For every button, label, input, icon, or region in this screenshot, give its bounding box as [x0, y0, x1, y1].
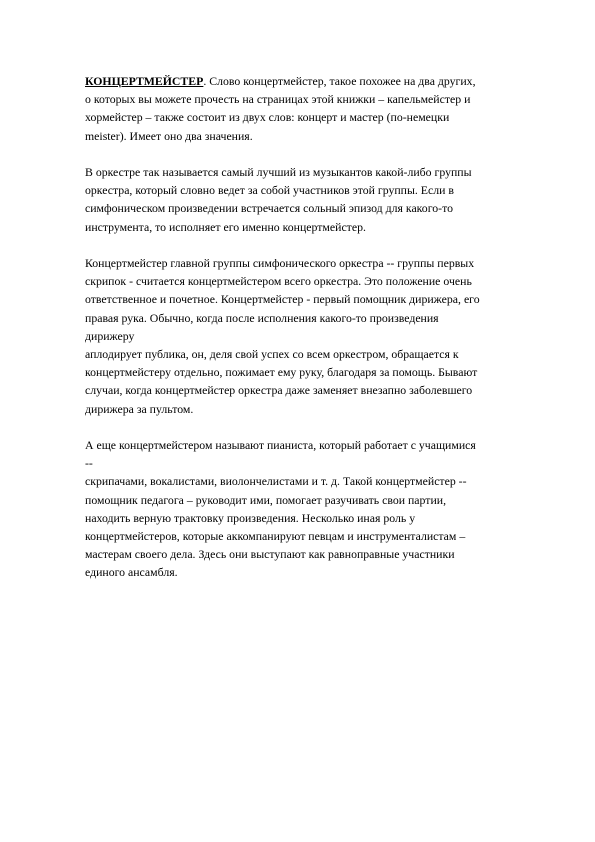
- paragraph-line: о которых вы можете прочесть на страницах этой книжки – капельмейстер и: [85, 92, 471, 107]
- paragraph-2: [85, 163, 555, 236]
- paragraph-line: находить верную трактовку произведения. Несколько иная роль у: [85, 510, 416, 525]
- paragraph-line: концертмейстеру отдельно, пожимает ему руку, благодаря за помощь. Бывают: [85, 365, 478, 380]
- paragraph-line: . Слово концертмейстер, такое похожее на два других,: [203, 74, 476, 88]
- paragraph-line: дирижера за пультом.: [85, 401, 194, 416]
- heading-term: КОНЦЕРТМЕЙСТЕР: [85, 74, 204, 88]
- paragraph-line: meister). Имеет оно два значения.: [85, 128, 253, 143]
- paragraph-line: скрипок - считается концертмейстером всего оркестра. Это положение очень: [85, 274, 472, 289]
- paragraph-line: дирижеру: [85, 328, 135, 343]
- paragraph-4: [85, 436, 555, 582]
- paragraph-line: мастерам своего дела. Здесь они выступают как равноправные участники: [85, 547, 455, 562]
- paragraph-3: [85, 254, 555, 418]
- document-body: [85, 72, 555, 600]
- paragraph-line: симфоническом произведении встречается сольный эпизод для какого-то: [85, 201, 453, 216]
- paragraph-line: оркестра, который словно ведет за собой участников этой группы. Если в: [85, 183, 454, 198]
- paragraph-line: В оркестре так называется самый лучший из музыкантов какой-либо группы: [85, 165, 472, 179]
- paragraph-line: ответственное и почетное. Концертмейстер - первый помощник дирижера, его: [85, 292, 480, 307]
- paragraph-line: помощник педагога – руководит ими, помогает разучивать свои партии,: [85, 492, 447, 507]
- paragraph-1: [85, 72, 555, 145]
- paragraph-line: концертмейстеров, которые аккомпанируют певцам и инструменталистам –: [85, 529, 466, 544]
- paragraph-line: А еще концертмейстером называют пианиста, который работает с учащимися: [85, 438, 476, 453]
- paragraph-line: инструмента, то исполняет его именно концертмейстер.: [85, 219, 366, 234]
- paragraph-1-line-1: [85, 72, 555, 90]
- paragraph-line: --: [85, 456, 93, 471]
- paragraph-line: аплодирует публика, он, деля свой успех со всем оркестром, обращается к: [85, 347, 459, 362]
- paragraph-line: случаи, когда концертмейстер оркестра даже заменяет внезапно заболевшего: [85, 383, 473, 398]
- paragraph-line: правая рука. Обычно, когда после исполнения какого-то произведения: [85, 310, 439, 325]
- paragraph-line: Концертмейстер главной группы симфонического оркестра -- группы первых: [85, 256, 475, 270]
- paragraph-line: хормейстер – также состоит из двух слов: концерт и мастер (по-немецки: [85, 110, 450, 125]
- paragraph-line: единого ансамбля.: [85, 565, 178, 580]
- paragraph-line: скрипачами, вокалистами, виолончелистами и т. д. Такой концертмейстер --: [85, 474, 467, 489]
